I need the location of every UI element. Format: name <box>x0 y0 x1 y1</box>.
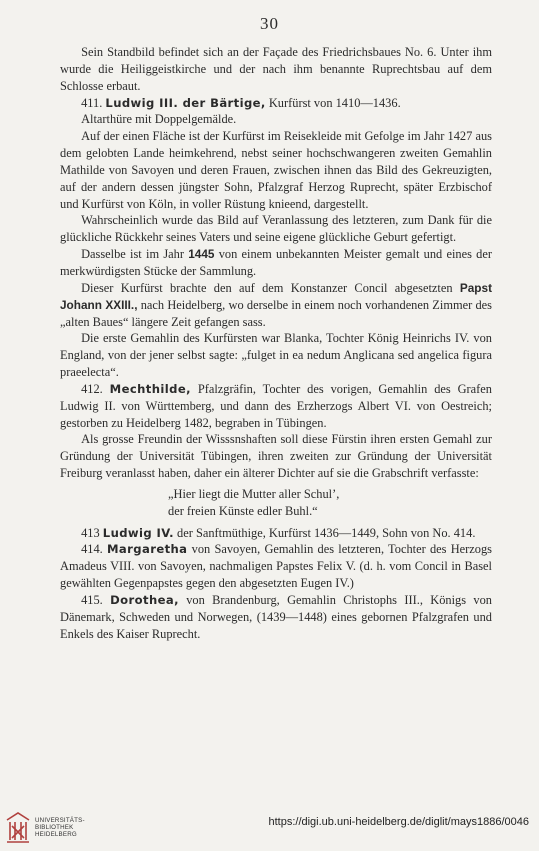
paragraph: Die erste Gemahlin des Kurfürsten war Blanka, Tochter König Heinrichs IV. von England, von der jener selbst sagte: „fulget in ea nedum Anglicana sed angelica figura praeelecta“. <box>60 331 492 380</box>
entry-412 <box>60 381 492 432</box>
entry-411 <box>60 95 492 112</box>
footer-bar <box>0 806 539 851</box>
library-name <box>35 817 85 838</box>
text-body <box>60 44 492 643</box>
entry-number: 412. <box>81 381 103 396</box>
page-number: 30 <box>260 14 279 33</box>
library-line: HEIDELBERG <box>35 831 77 838</box>
entry-name: Ludwig III. der Bärtige, <box>105 95 266 110</box>
pope-name: Papst Johann XXIII., <box>60 280 492 312</box>
entry-name: Mechthilde, <box>109 381 191 396</box>
verse-line: „Hier liegt die Mutter aller Schul’, <box>168 486 340 501</box>
text-run: Dieser Kurfürst brachte den auf dem Konstanzer Concil abgesetzten <box>81 280 460 295</box>
text-run: nach Heidelberg, wo derselbe in einem noch vorhandenen Zimmer des „alten Baues“ längere Zeit gefangen sass. <box>60 297 492 329</box>
entry-number: 413 <box>81 525 100 540</box>
entry-text: Pfalzgräfin, Tochter des vorigen, Gemahlin des Grafen Ludwig II. von Württemberg, und dann des Erzherzogs Albert VI. von Oestreich; gestorben zu Heidelberg 1482, begraben in Tübingen. <box>60 381 492 430</box>
entry-text: von Savoyen, Gemahlin des letzteren, Tochter des Herzogs Amadeus VIII. von Savoyen, nachmaligen Papstes Felix V. (d. h. vom Concil in Basel gewählten Gegenpapstes gegen den abgesetzten Eugen IV.) <box>60 542 492 591</box>
entry-414 <box>60 541 492 592</box>
entry-text: der Sanftmüthige, Kurfürst 1436—1449, Sohn von No. 414. <box>173 525 476 540</box>
text-run: von einem unbekannten Meister gemalt und eines der merkwürdigsten Stücke der Sammlung. <box>60 247 492 278</box>
verse-line: der freien Künste edler Buhl.“ <box>168 503 318 518</box>
entry-415 <box>60 592 492 643</box>
entry-text: von Brandenburg, Gemahlin Christophs III., Königs von Dänemark, Schweden und Norwegen, (1439—1448) eines gebornen Pfalzgrafen und Enkels des Kaiser Ruprecht. <box>60 593 492 641</box>
paragraph: Als grosse Freundin der Wisssnshaften soll diese Fürstin ihren ersten Gemahl zur Gründung der Universität Tübingen, ihren zweiten zur Gründung der Universität Freiburg veranlasst haben, daher ein älterer Dichter auf sie die Grabschrift verfasste: <box>60 432 492 481</box>
library-logo-icon <box>4 810 32 846</box>
entry-number: 414. <box>81 542 103 557</box>
text-run: Dasselbe ist im Jahr <box>81 247 189 262</box>
paragraph: Sein Standbild befindet sich an der Façade des Friedrichsbaues No. 6. Unter ihm wurde die Heiliggeistkirche und der nach ihm benannte Ruprechtsbau auf dem Schlosse erbaut. <box>60 45 492 93</box>
entry-name: Margaretha <box>107 542 188 557</box>
entry-name: Ludwig IV. <box>102 525 174 540</box>
paragraph: Wahrscheinlich wurde das Bild auf Veranlassung des letzteren, zum Dank für die glückliche Rückkehr seines Vaters und seine eigene glückliche Geburt gefertigt. <box>60 213 492 245</box>
library-line: UNIVERSITÄTS- <box>35 817 85 824</box>
year-highlight: 1445 <box>188 247 215 262</box>
entry-number: 415. <box>81 593 103 607</box>
entry-413 <box>60 525 492 542</box>
permalink-url[interactable]: https://digi.ub.uni-heidelberg.de/diglit/mays1886/0046 <box>268 816 529 828</box>
entry-text: Kurfürst von 1410—1436. <box>265 95 401 110</box>
entry-number: 411. <box>81 95 103 110</box>
paragraph: Altarthüre mit Doppelgemälde. <box>81 112 237 127</box>
verse <box>60 486 492 520</box>
library-line: BIBLIOTHEK <box>35 824 74 831</box>
entry-name: Dorothea, <box>110 593 179 607</box>
paragraph <box>60 280 492 331</box>
paragraph <box>60 246 492 280</box>
paragraph: Auf der einen Fläche ist der Kurfürst im Reisekleide mit Gefolge im Jahr 1427 aus dem gelobten Lande heimkehrend, nebst seiner hochschwangeren zweiten Gemahlin Mathilde von Savoyen und deren Frauen, zwischen ihnen das Bild des Gekreuzigten, auf der andern dessen jüngster Sohn, Pfalzgraf Herzog Ruprecht, später Erzbischof und Kurfürst von Köln, in voller Rüstung knieend, dargestellt. <box>60 129 492 211</box>
